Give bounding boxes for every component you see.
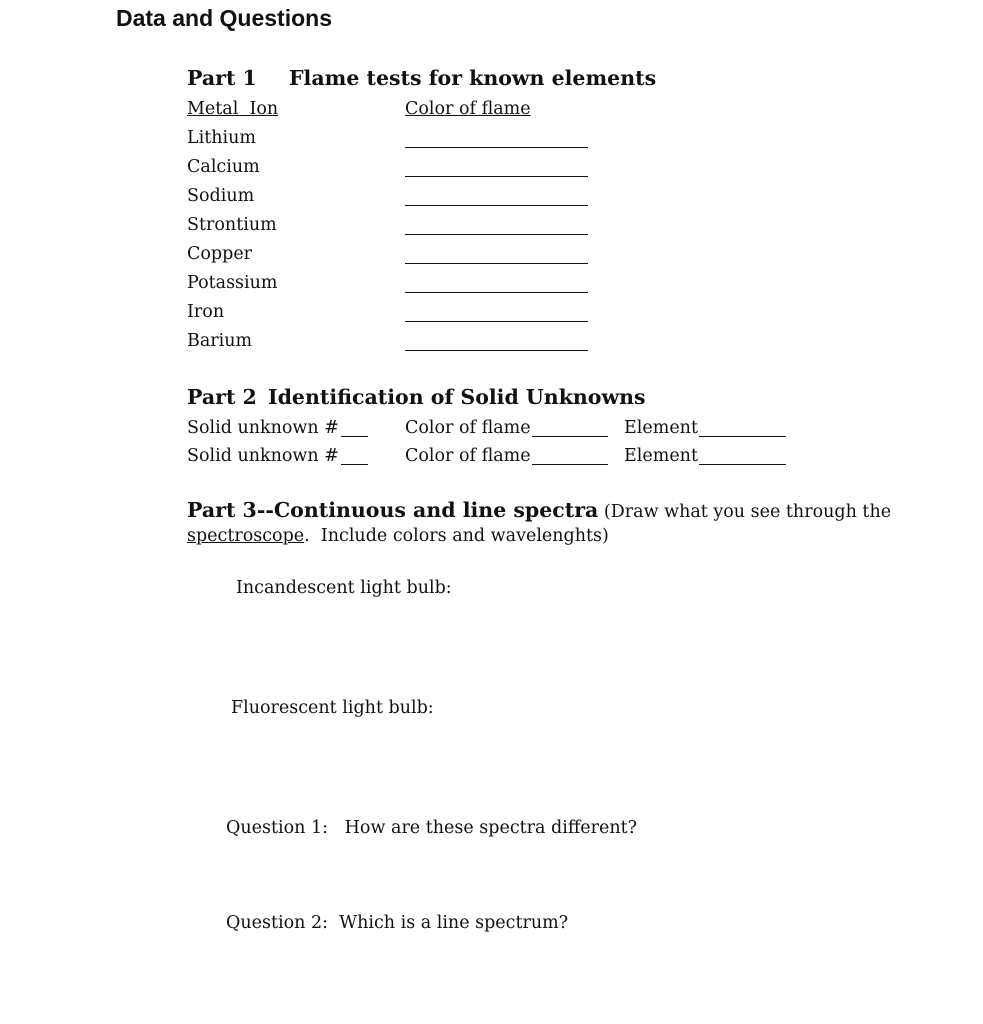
flame-blank-iron[interactable]	[405, 321, 588, 322]
flame-blank-strontium[interactable]	[405, 234, 588, 235]
element-label: Element	[624, 418, 698, 438]
flame-color-label: Color of flame	[405, 446, 531, 466]
metal-ion-header: Metal Ion	[187, 99, 279, 119]
metal-copper: Copper	[187, 244, 253, 264]
flame-blank-potassium[interactable]	[405, 292, 588, 293]
metal-lithium: Lithium	[187, 128, 256, 148]
unknown-number-blank[interactable]	[341, 436, 368, 437]
part3-heading: Part 3--Continuous and line spectra	[187, 498, 599, 522]
unknown-color-blank[interactable]	[532, 464, 608, 465]
spectroscope-word: spectroscope	[187, 526, 305, 546]
flame-blank-barium[interactable]	[405, 350, 588, 351]
flame-blank-sodium[interactable]	[405, 205, 588, 206]
part1-label: Part 1	[187, 66, 257, 90]
part1-heading: Flame tests for known elements	[289, 66, 657, 90]
question-2: Question 2: Which is a line spectrum?	[226, 913, 569, 933]
metal-barium: Barium	[187, 331, 253, 351]
page-title: Data and Questions	[116, 5, 332, 31]
metal-potassium: Potassium	[187, 273, 278, 293]
part3-instruction-b: . Include colors and wavelenghts)	[304, 526, 609, 546]
question-1: Question 1: How are these spectra different?	[226, 818, 638, 838]
flame-blank-lithium[interactable]	[405, 147, 588, 148]
flame-blank-calcium[interactable]	[405, 176, 588, 177]
flame-color-label: Color of flame	[405, 418, 531, 438]
flame-color-header: Color of flame	[405, 99, 531, 119]
flame-blank-copper[interactable]	[405, 263, 588, 264]
unknown-label: Solid unknown #	[187, 446, 339, 466]
part3-heading-line	[187, 498, 891, 522]
metal-calcium: Calcium	[187, 157, 260, 177]
unknown-color-blank[interactable]	[532, 436, 608, 437]
unknown-label: Solid unknown #	[187, 418, 339, 438]
metal-sodium: Sodium	[187, 186, 255, 206]
unknown-number-blank[interactable]	[341, 464, 368, 465]
part2-heading: Identification of Solid Unknowns	[268, 385, 646, 409]
part3-instruction-line	[187, 526, 609, 546]
incandescent-label: Incandescent light bulb:	[236, 578, 452, 598]
part2-label: Part 2	[187, 385, 257, 409]
fluorescent-label: Fluorescent light bulb:	[231, 698, 434, 718]
element-label: Element	[624, 446, 698, 466]
metal-strontium: Strontium	[187, 215, 277, 235]
unknown-element-blank[interactable]	[699, 464, 786, 465]
part3-instruction-a: (Draw what you see through the	[603, 502, 892, 522]
unknown-element-blank[interactable]	[699, 436, 786, 437]
metal-iron: Iron	[187, 302, 225, 322]
